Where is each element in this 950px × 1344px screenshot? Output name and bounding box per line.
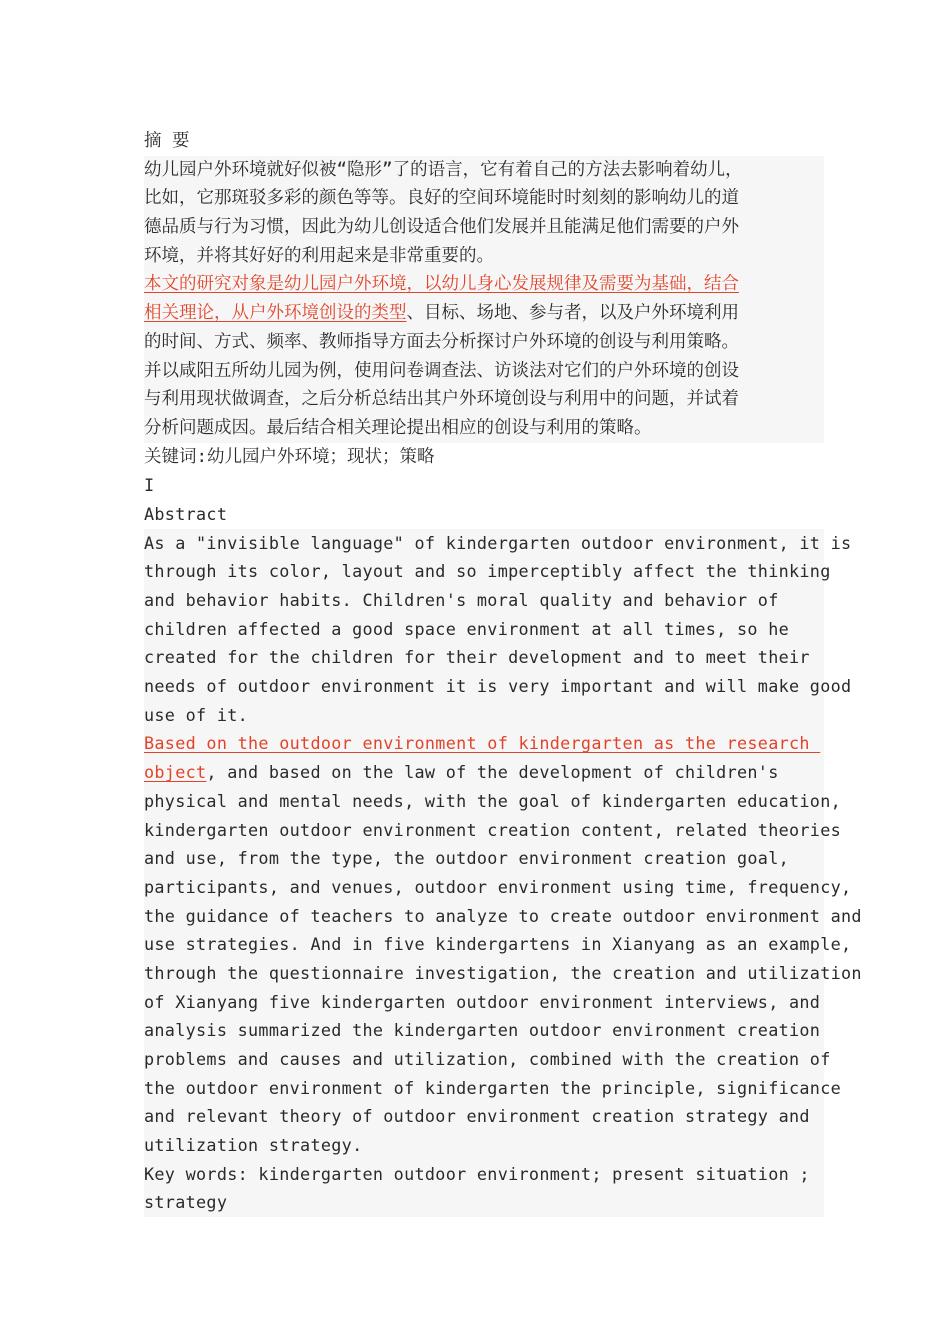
page-number: I [144,475,155,496]
abstract-heading-zh: 摘 要 [144,131,190,151]
en-para1-line: needs of outdoor environment it is very important and will make good [144,672,824,701]
zh-para2-highlighted-line: 本文的研究对象是幼儿园户外环境，以幼儿身心发展规律及需要为基础，结合 [144,270,824,299]
zh-para2-line: 分析问题成因。最后结合相关理论提出相应的创设与利用的策略。 [144,414,824,443]
en-keywords: Key words: kindergarten outdoor environment; present situation ; [144,1160,824,1189]
en-para1-line: children affected a good space environment at all times, so he [144,615,824,644]
zh-para1-line: 比如，它那斑驳多彩的颜色等等。良好的空间环境能时时刻刻的影响幼儿的道 [144,184,824,213]
en-para2-line: through the questionnaire investigation, the creation and utilization [144,959,824,988]
en-highlighted-text: object [144,762,207,783]
en-para2-line: of Xianyang five kindergarten outdoor environment interviews, and [144,988,824,1017]
zh-para2-line [144,299,824,328]
document-page [144,127,862,1217]
zh-highlighted-text: 相关理论，从户外环境创设的类型 [144,303,407,324]
en-para2-text: , and based on the law of the development of children's [206,762,779,783]
en-para2-line: physical and mental needs, with the goal of kindergarten education, [144,787,824,816]
en-para1-line: and behavior habits. Children's moral quality and behavior of [144,586,824,615]
en-para1-line: use of it. [144,701,824,730]
en-para2-line: and relevant theory of outdoor environment creation strategy and [144,1102,824,1131]
zh-para1-line: 幼儿园户外环境就好似被“隐形”了的语言，它有着自己的方法去影响着幼儿， [144,156,824,185]
en-para2-line: and use, from the type, the outdoor environment creation goal, [144,844,824,873]
en-para2-line: analysis summarized the kindergarten outdoor environment creation [144,1016,824,1045]
en-para1-line: As a "invisible language" of kindergarten outdoor environment, it is [144,529,824,558]
en-para2-line: problems and causes and utilization, combined with the creation of [144,1045,824,1074]
en-para2-line: the guidance of teachers to analyze to create outdoor environment and [144,902,824,931]
zh-para1-line: 德品质与行为习惯，因此为幼儿创设适合他们发展并且能满足他们需要的户外 [144,213,824,242]
en-para2-highlighted-line: Based on the outdoor environment of kindergarten as the research [144,729,824,758]
zh-para2-line: 的时间、方式、频率、教师指导方面去分析探讨户外环境的创设与利用策略。 [144,328,824,357]
en-para1-line: through its color, layout and so imperceptibly affect the thinking [144,557,824,586]
zh-para2-line: 并以咸阳五所幼儿园为例，使用问卷调查法、访谈法对它们的户外环境的创设 [144,357,824,386]
en-para2-line: use strategies. And in five kindergartens in Xianyang as an example, [144,930,824,959]
en-para2-line: kindergarten outdoor environment creation content, related theories [144,816,824,845]
en-para2-line [144,758,824,787]
zh-para2-text: 、目标、场地、参与者，以及户外环境利用 [406,303,739,324]
en-para2-line: participants, and venues, outdoor environment using time, frequency, [144,873,824,902]
en-para1-line: created for the children for their development and to meet their [144,643,824,672]
en-para2-line: utilization strategy. [144,1131,824,1160]
en-keywords: strategy [144,1188,824,1217]
zh-keywords: 关键词:幼儿园户外环境；现状；策略 [144,446,435,467]
zh-para1-line: 环境，并将其好好的利用起来是非常重要的。 [144,242,824,271]
en-para2-line: the outdoor environment of kindergarten the principle, significance [144,1074,824,1103]
zh-para2-line: 与利用现状做调查，之后分析总结出其户外环境创设与利用中的问题，并试着 [144,385,824,414]
abstract-heading-en: Abstract [144,503,228,524]
